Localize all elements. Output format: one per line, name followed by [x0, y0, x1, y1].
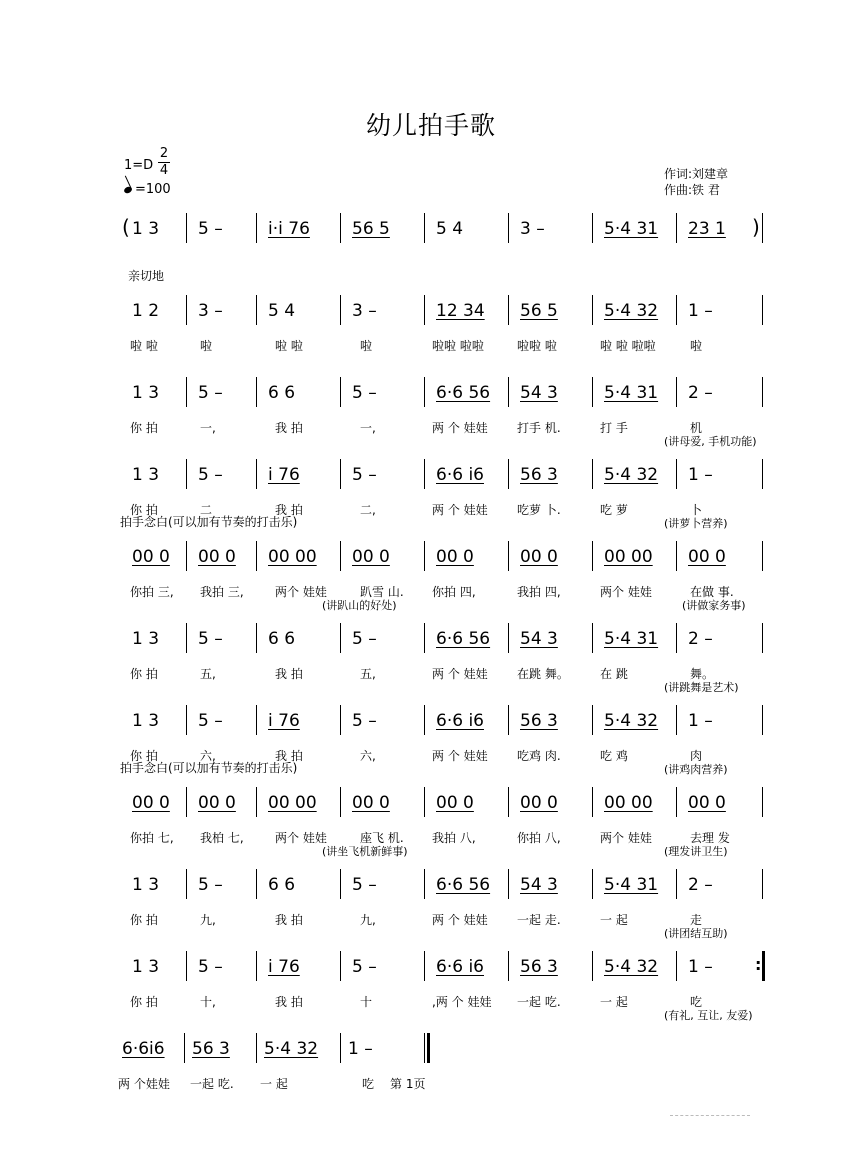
lyric-segment: 机	[690, 421, 703, 435]
barline	[676, 377, 677, 407]
lyric-segment: 啦 啦	[130, 339, 158, 353]
lyric-segment: 两 个 娃娃	[432, 749, 488, 763]
page-number: 第 1页	[390, 1077, 426, 1091]
measure: i·i 76	[268, 219, 310, 239]
lyric-segment: 一,	[360, 421, 376, 435]
measure: 00 0	[688, 793, 726, 813]
teaching-note: (讲母爱, 手机功能)	[664, 435, 757, 448]
measure: 6·6 i6	[436, 711, 484, 731]
barline	[256, 459, 257, 489]
lyric-segment: 啦 啦 啦啦	[600, 339, 656, 353]
barline	[424, 787, 425, 817]
barline	[256, 1033, 257, 1063]
barline-end	[762, 869, 763, 899]
lyric-segment: 一起 吃.	[517, 995, 561, 1009]
lyric-segment: 二	[200, 503, 213, 517]
measure: 1 3	[132, 711, 160, 731]
lyric-segment: 卜	[690, 503, 703, 517]
lyric-segment: 一 起	[260, 1077, 288, 1091]
tempo-value: =100	[135, 182, 171, 197]
barline	[340, 951, 341, 981]
measure: 3 –	[352, 301, 377, 321]
barline	[186, 951, 187, 981]
barline	[186, 377, 187, 407]
measure: 56 3	[520, 957, 558, 977]
barline-end	[762, 459, 763, 489]
barline	[676, 705, 677, 735]
barline	[508, 377, 509, 407]
barline	[676, 787, 677, 817]
barline	[186, 295, 187, 325]
lyricist-credit: 作词:刘建章	[664, 167, 729, 181]
measure: 2 –	[688, 875, 713, 895]
barline	[256, 623, 257, 653]
barline	[424, 377, 425, 407]
measure: 1 3	[132, 219, 160, 239]
lyric-segment: 你 拍	[130, 421, 158, 435]
measure: 56 5	[352, 219, 390, 239]
lyric-segment: 啦 啦	[275, 339, 303, 353]
lyric-segment: 你 拍	[130, 749, 158, 763]
barline	[184, 1033, 185, 1063]
key-signature: 1=D	[124, 158, 154, 173]
barline	[340, 295, 341, 325]
barline	[592, 623, 593, 653]
teaching-note: (讲萝卜营养)	[664, 517, 728, 530]
barline	[508, 623, 509, 653]
measure: 56 3	[192, 1039, 230, 1059]
measure: 5 –	[352, 383, 377, 403]
lyric-segment: 一起 吃.	[190, 1077, 234, 1091]
lyric-segment: 一 起	[600, 995, 628, 1009]
lyric-segment: 两 个 娃娃	[432, 503, 488, 517]
measure: 6·6 56	[436, 875, 491, 895]
measure: 5 –	[198, 629, 223, 649]
lyric-segment: 我拍 八,	[432, 831, 476, 845]
barline	[340, 541, 341, 571]
measure: 1 3	[132, 629, 160, 649]
barline	[592, 869, 593, 899]
measure: 5·4 31	[604, 219, 659, 239]
measure: 1 –	[688, 957, 713, 977]
measure: 6·6 i6	[436, 957, 484, 977]
measure: 56 3	[520, 711, 558, 731]
barline	[508, 295, 509, 325]
lyric-segment: 吃	[690, 995, 703, 1009]
barline	[424, 705, 425, 735]
measure: 00 0	[132, 793, 170, 813]
lyric-segment: 吃萝 卜.	[517, 503, 561, 517]
barline	[592, 295, 593, 325]
measure: 6 6	[268, 875, 296, 895]
measure: 1 3	[132, 465, 160, 485]
lyric-segment: 吃 鸡	[600, 749, 628, 763]
measure: 00 0	[352, 547, 390, 567]
lyric-segment: 在做 事.	[690, 585, 734, 599]
measure: 12 34	[436, 301, 485, 321]
lyric-segment: 啦	[690, 339, 703, 353]
lyric-segment: 打 手	[600, 421, 628, 435]
teaching-note: (讲坐飞机新鲜事)	[322, 845, 408, 858]
barline	[256, 951, 257, 981]
measure: 1 –	[688, 301, 713, 321]
measure: i 76	[268, 711, 300, 731]
footer-rule	[670, 1115, 750, 1116]
measure: 00 0	[688, 547, 726, 567]
barline	[508, 951, 509, 981]
measure: 5·4 32	[604, 711, 659, 731]
measure: 5 4	[436, 219, 464, 239]
barline	[424, 541, 425, 571]
measure: 5 –	[198, 711, 223, 731]
measure: 54 3	[520, 875, 558, 895]
barline-end	[762, 787, 763, 817]
lyric-segment: 你拍 八,	[517, 831, 561, 845]
lyric-segment: 九,	[360, 913, 376, 927]
barline	[676, 951, 677, 981]
barline	[508, 787, 509, 817]
barline	[256, 377, 257, 407]
barline	[508, 541, 509, 571]
measure: 6·6i6	[122, 1039, 165, 1059]
lyric-segment: 我 拍	[275, 913, 303, 927]
lyric-segment: 一起 走.	[517, 913, 561, 927]
lyric-segment: 一 起	[600, 913, 628, 927]
barline	[256, 295, 257, 325]
lyric-segment: 五,	[360, 667, 376, 681]
measure: i 76	[268, 465, 300, 485]
barline	[592, 459, 593, 489]
lyric-segment: 两个 娃娃	[600, 585, 652, 599]
measure: 5 –	[352, 629, 377, 649]
repeat-sign: :	[755, 955, 762, 974]
measure: 6 6	[268, 383, 296, 403]
measure: 5 –	[198, 219, 223, 239]
lyric-segment: 我 拍	[275, 421, 303, 435]
barline	[424, 869, 425, 899]
teaching-note: (讲团结互助)	[664, 927, 728, 940]
barline	[592, 213, 593, 243]
barline	[592, 705, 593, 735]
composer-credit: 作曲:铁 君	[664, 183, 720, 197]
lyric-segment: ,两 个 娃娃	[432, 995, 492, 1009]
barline	[676, 459, 677, 489]
lyric-segment: 去理 发	[690, 831, 730, 845]
expression-hint: 拍手念白(可以加有节奏的打击乐)	[120, 761, 298, 775]
lyric-segment: 你拍 七,	[130, 831, 174, 845]
measure: 23 1	[688, 219, 726, 239]
teaching-note: (讲趴山的好处)	[322, 599, 397, 612]
measure: 1 –	[688, 465, 713, 485]
lyric-segment: 在跳 舞。	[517, 667, 569, 681]
lyric-segment: 趴雪 山.	[360, 585, 404, 599]
lyric-segment: 两 个娃娃	[118, 1077, 170, 1091]
lyric-segment: 肉	[690, 749, 703, 763]
measure: 2 –	[688, 383, 713, 403]
expression-hint: 亲切地	[128, 269, 165, 283]
lyric-segment: 吃鸡 肉.	[517, 749, 561, 763]
measure: 5·4 31	[604, 383, 659, 403]
barline	[424, 459, 425, 489]
barline	[186, 869, 187, 899]
measure: 56 5	[520, 301, 558, 321]
barline-end	[762, 951, 765, 981]
barline	[256, 869, 257, 899]
lyric-segment: 十,	[200, 995, 216, 1009]
barline	[256, 705, 257, 735]
barline	[340, 213, 341, 243]
barline	[340, 869, 341, 899]
barline	[424, 213, 425, 243]
measure: 00 00	[604, 793, 653, 813]
measure: 00 0	[132, 547, 170, 567]
measure: 5·4 31	[604, 629, 659, 649]
measure: 5 –	[198, 383, 223, 403]
barline	[676, 869, 677, 899]
lyric-segment: 两 个 娃娃	[432, 913, 488, 927]
lyric-segment: 两个 娃娃	[600, 831, 652, 845]
barline	[508, 869, 509, 899]
lyric-segment: 九,	[200, 913, 216, 927]
repeat-paren-open: (	[122, 215, 130, 239]
measure: 1 –	[348, 1039, 373, 1059]
barline	[186, 459, 187, 489]
barline	[340, 377, 341, 407]
measure: 5 –	[198, 957, 223, 977]
barline	[186, 213, 187, 243]
time-sig-bottom: 4	[159, 163, 169, 178]
measure: 3 –	[520, 219, 545, 239]
lyric-segment: 我拍 四,	[517, 585, 561, 599]
measure: 3 –	[198, 301, 223, 321]
barline-end	[762, 623, 763, 653]
barline	[676, 295, 677, 325]
quarter-note-icon	[123, 186, 133, 195]
lyric-segment: 两个 娃娃	[275, 831, 327, 845]
measure: i 76	[268, 957, 300, 977]
measure: 54 3	[520, 629, 558, 649]
barline-end	[762, 295, 763, 325]
barline	[424, 295, 425, 325]
measure: 1 3	[132, 957, 160, 977]
barline-end	[762, 541, 763, 571]
lyric-segment: 十	[360, 995, 373, 1009]
barline	[340, 787, 341, 817]
time-signature	[158, 147, 170, 178]
barline	[508, 459, 509, 489]
lyric-segment: 打手 机.	[517, 421, 561, 435]
teaching-note: (讲做家务事)	[682, 599, 746, 612]
lyric-segment: 舞。	[690, 667, 715, 681]
barline	[508, 705, 509, 735]
barline-end	[762, 213, 763, 243]
barline	[186, 705, 187, 735]
measure: 00 0	[352, 793, 390, 813]
barline	[424, 951, 425, 981]
barline	[592, 377, 593, 407]
barline	[186, 541, 187, 571]
measure: 00 00	[604, 547, 653, 567]
lyric-segment: 在 跳	[600, 667, 628, 681]
tempo-marking	[124, 182, 171, 197]
measure: 1 –	[688, 711, 713, 731]
lyric-segment: 我 拍	[275, 995, 303, 1009]
barline	[340, 705, 341, 735]
measure: 5·4 32	[264, 1039, 319, 1059]
measure: 5 –	[198, 465, 223, 485]
lyric-segment: 吃 萝	[600, 503, 628, 517]
barline	[340, 459, 341, 489]
lyric-segment: 二,	[360, 503, 376, 517]
lyric-segment: 一,	[200, 421, 216, 435]
measure: 5 –	[352, 711, 377, 731]
lyric-segment: 我 拍	[275, 503, 303, 517]
repeat-paren-close: )	[752, 215, 760, 239]
barline-end	[762, 377, 763, 407]
measure: 1 2	[132, 301, 160, 321]
barline	[592, 787, 593, 817]
measure: 5·4 31	[604, 875, 659, 895]
barline	[592, 541, 593, 571]
lyric-segment: 我 拍	[275, 667, 303, 681]
measure: 2 –	[688, 629, 713, 649]
lyric-segment: 啦啦 啦	[517, 339, 557, 353]
lyric-segment: 两个 娃娃	[275, 585, 327, 599]
teaching-note: (讲鸡肉营养)	[664, 763, 728, 776]
lyric-segment: 六,	[200, 749, 216, 763]
barline	[186, 623, 187, 653]
barline	[186, 787, 187, 817]
lyric-segment: 你 拍	[130, 667, 158, 681]
barline	[592, 951, 593, 981]
teaching-note: (讲跳舞是艺术)	[664, 681, 739, 694]
barline-end	[762, 705, 763, 735]
measure: 00 0	[520, 793, 558, 813]
barline	[676, 541, 677, 571]
measure: 5·4 32	[604, 465, 659, 485]
lyric-segment: 啦啦 啦啦	[432, 339, 484, 353]
measure: 5 –	[352, 465, 377, 485]
measure: 5 4	[268, 301, 296, 321]
measure: 6·6 56	[436, 383, 491, 403]
barline	[256, 787, 257, 817]
teaching-note: (理发讲卫生)	[664, 845, 728, 858]
measure: 00 0	[198, 793, 236, 813]
lyric-segment: 你 拍	[130, 503, 158, 517]
lyric-segment: 你 拍	[130, 995, 158, 1009]
measure: 6·6 56	[436, 629, 491, 649]
measure: 6 6	[268, 629, 296, 649]
measure: 00 00	[268, 793, 317, 813]
lyric-segment: 你拍 三,	[130, 585, 174, 599]
lyric-segment: 啦	[360, 339, 373, 353]
lyric-segment: 我柏 七,	[200, 831, 244, 845]
measure: 56 3	[520, 465, 558, 485]
lyric-segment: 座飞 机.	[360, 831, 404, 845]
barline	[340, 623, 341, 653]
barline	[424, 623, 425, 653]
barline	[256, 213, 257, 243]
measure: 5 –	[352, 957, 377, 977]
measure: 1 3	[132, 875, 160, 895]
lyric-segment: 两 个 娃娃	[432, 421, 488, 435]
lyric-segment: 你 拍	[130, 913, 158, 927]
lyric-segment: 你拍 四,	[432, 585, 476, 599]
barline	[676, 213, 677, 243]
lyric-segment: 走	[690, 913, 703, 927]
barline	[256, 541, 257, 571]
final-barline-thick	[427, 1033, 430, 1063]
teaching-note: (有礼, 互让, 友爱)	[664, 1009, 753, 1022]
measure: 5·4 32	[604, 301, 659, 321]
page-title: 幼儿拍手歌	[365, 111, 496, 140]
measure: 54 3	[520, 383, 558, 403]
measure: 00 00	[268, 547, 317, 567]
lyric-segment: 五,	[200, 667, 216, 681]
measure: 00 0	[436, 547, 474, 567]
lyric-segment: 六,	[360, 749, 376, 763]
lyric-segment: 我拍 三,	[200, 585, 244, 599]
measure: 6·6 i6	[436, 465, 484, 485]
barline	[508, 213, 509, 243]
expression-hint: 拍手念白(可以加有节奏的打击乐)	[120, 515, 298, 529]
final-barline-thin	[424, 1033, 425, 1063]
measure: 5 –	[198, 875, 223, 895]
lyric-segment: 我 拍	[275, 749, 303, 763]
lyric-segment: 两 个 娃娃	[432, 667, 488, 681]
measure: 1 3	[132, 383, 160, 403]
measure: 5 –	[352, 875, 377, 895]
time-sig-top: 2	[159, 146, 169, 161]
lyric-segment: 吃	[362, 1077, 375, 1091]
lyric-segment: 啦	[200, 339, 213, 353]
measure: 5·4 32	[604, 957, 659, 977]
measure: 00 0	[520, 547, 558, 567]
barline	[676, 623, 677, 653]
measure: 00 0	[198, 547, 236, 567]
measure: 00 0	[436, 793, 474, 813]
barline	[340, 1033, 341, 1063]
